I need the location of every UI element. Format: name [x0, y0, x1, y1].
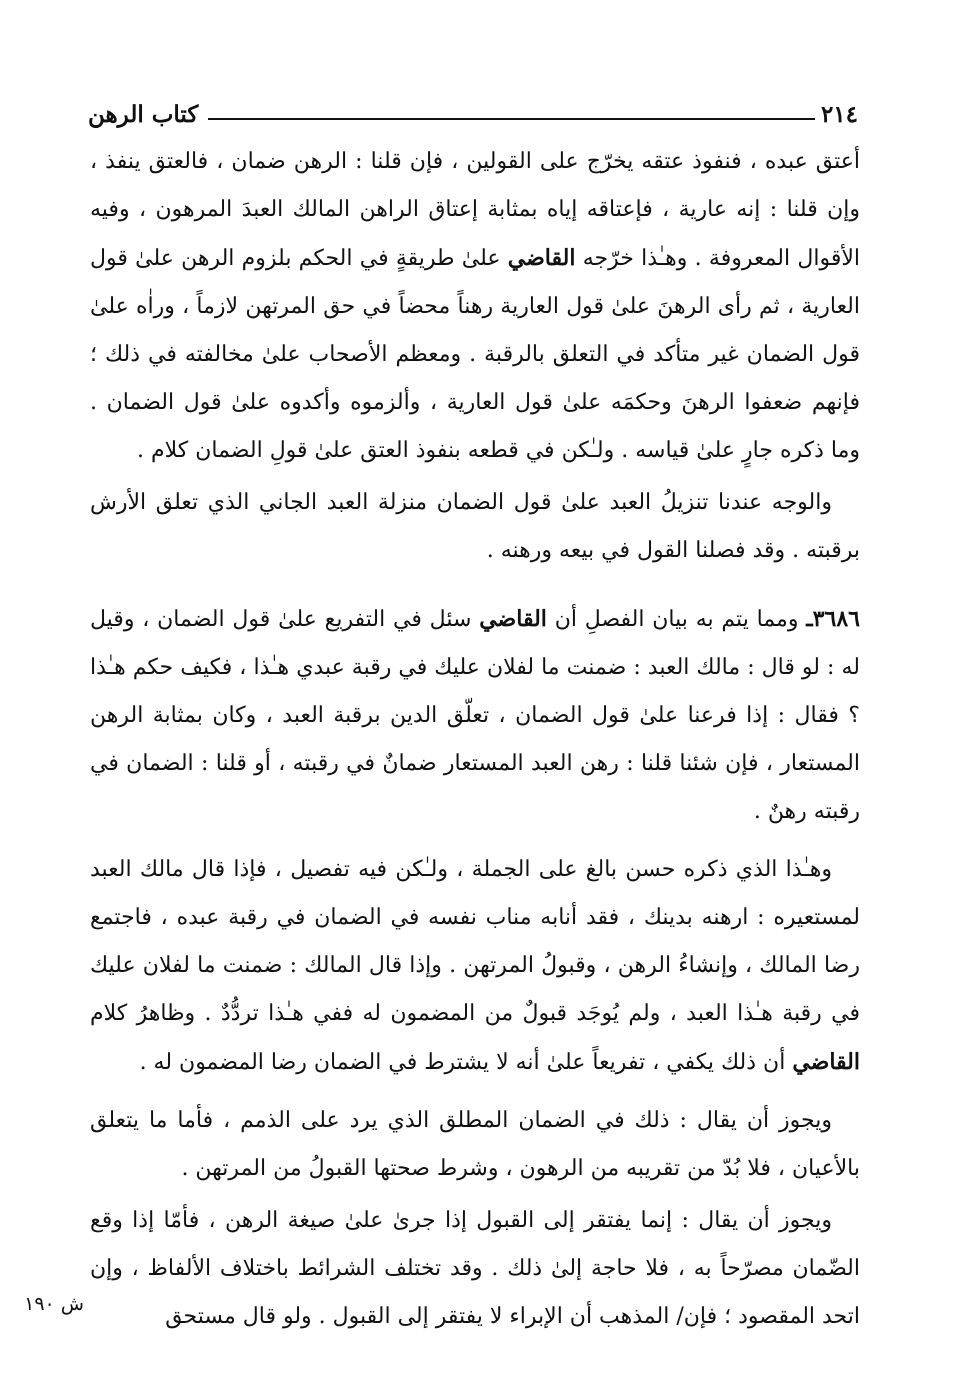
paragraph-2: [90, 479, 860, 575]
paragraph-1: [90, 138, 860, 475]
qadi-name: القاضي: [792, 1049, 860, 1075]
paragraph-6-text: ويجوز أن يقال : إنما يفتقر إلى القبول إذا جرىٰ علىٰ صيغة الرهن ، فأمّا إذا وقع الضّمان مصرّحاً به ، فلا حاجة إلىٰ ذلك . وقد تختلف الشرائط باختلاف الألفاظ ، وإن اتحد المقصود ؛ فإن/ المذهب أن الإبراء لا يفتقر إلى القبول . ولو قال مستحق: [90, 1208, 860, 1329]
paragraph-3-text: ومما يتم به بيان الفصلِ أن: [554, 607, 799, 632]
paragraph-1-tail: علىٰ طريقةٍ في الحكم بلزوم الرهن علىٰ قول العارية ، ثم رأى الرهنَ علىٰ قول العارية رهناً محضاً في حق المرتهن لازماً ، وراٰه علىٰ قول الضمان غير متأكد في التعلق بالرقبة . ومعظم الأصحاب علىٰ مخالفته في ذلك ؛ فإنهم ضعفوا الرهنَ وحكمَه علىٰ قول العارية ، وألزموه وأكدوه علىٰ قول الضمان . وما ذكره جارٍ علىٰ قياسه . ولـٰكن في قطعه بنفوذ العتق علىٰ قولِ الضمان كلام .: [90, 246, 860, 463]
qadi-name: القاضي: [507, 245, 576, 271]
chapter-title: كتاب الرهن: [88, 101, 199, 128]
issue-number: ٣٦٨٦ـ: [806, 606, 860, 632]
page-number: ٢١٤: [820, 101, 858, 128]
header-rule: [208, 118, 815, 120]
body-text: [90, 138, 860, 1341]
paragraph-6: [90, 1197, 860, 1341]
paragraph-3-tail: سئل في التفريع علىٰ قول الضمان ، وقيل له : لو قال : مالك العبد : ضمنت ما لفلان عليك في رقبة عبدي هـٰذا ، فكيف حكم هـٰذا ؟ فقال : إذا فرعنا علىٰ قول الضمان ، تعلّق الدين برقبة العبد ، وكان بمثابة الرهن المستعار ، فإن شئنا قلنا : رهن العبد المستعار ضمانٌ في رقبته ، أو قلنا : الضمان في رقبته رهنٌ .: [90, 607, 860, 824]
paragraph-4: [90, 846, 860, 1087]
paragraph-2-text: والوجه عندنا تنزيلُ العبد علىٰ قول الضمان منزلة العبد الجاني الذي تعلق الأرش برقبته . وقد فصلنا القول في بيعه ورهنه .: [90, 490, 860, 563]
paragraph-5-text: ويجوز أن يقال : ذلك في الضمان المطلق الذي يرد على الذمم ، فأما ما يتعلق بالأعيان ، فلا بُدّ من تقريبه من الرهون ، وشرط صحتها القبولُ من المرتهن .: [90, 1108, 860, 1181]
running-header: [88, 88, 858, 128]
paragraph-4-tail: أن ذلك يكفي ، تفريعاً علىٰ أنه لا يشترط في الضمان رضا المضمون له .: [139, 1050, 786, 1075]
paragraph-3: [90, 595, 860, 836]
paragraph-1-text: أعتق عبده ، فنفوذ عتقه يخرّج على القولين ، فإن قلنا : الرهن ضمان ، فالعتق ينفذ ، وإن قلنا : إنه عارية ، فإعتاقه إياه بمثابة إعتاق الراهن المالك العبدَ المرهون ، وفيه الأقوال المعروفة . وهـٰذا خرّجه: [90, 149, 860, 271]
manuscript-folio-note: ش ١٩٠: [24, 1293, 84, 1315]
paragraph-5: [90, 1097, 860, 1193]
qadi-name: القاضي: [479, 606, 547, 632]
paragraph-4-text: وهـٰذا الذي ذكره حسن بالغ على الجملة ، ولـٰكن فيه تفصيل ، فإذا قال مالك العبد لمستعيره : ارهنه بدينك ، فقد أنابه مناب نفسه في الضمان في رقبة عبده ، فاجتمع رضا المالك ، وإنشاءُ الرهن ، وقبولُ المرتهن . وإذا قال المالك : ضمنت ما لفلان عليك في رقبة هـٰذا العبد ، ولم يُوجَد قبولٌ من المضمون له ففي هـٰذا تردُّدٌ . وظاهرُ كلام: [90, 857, 860, 1026]
